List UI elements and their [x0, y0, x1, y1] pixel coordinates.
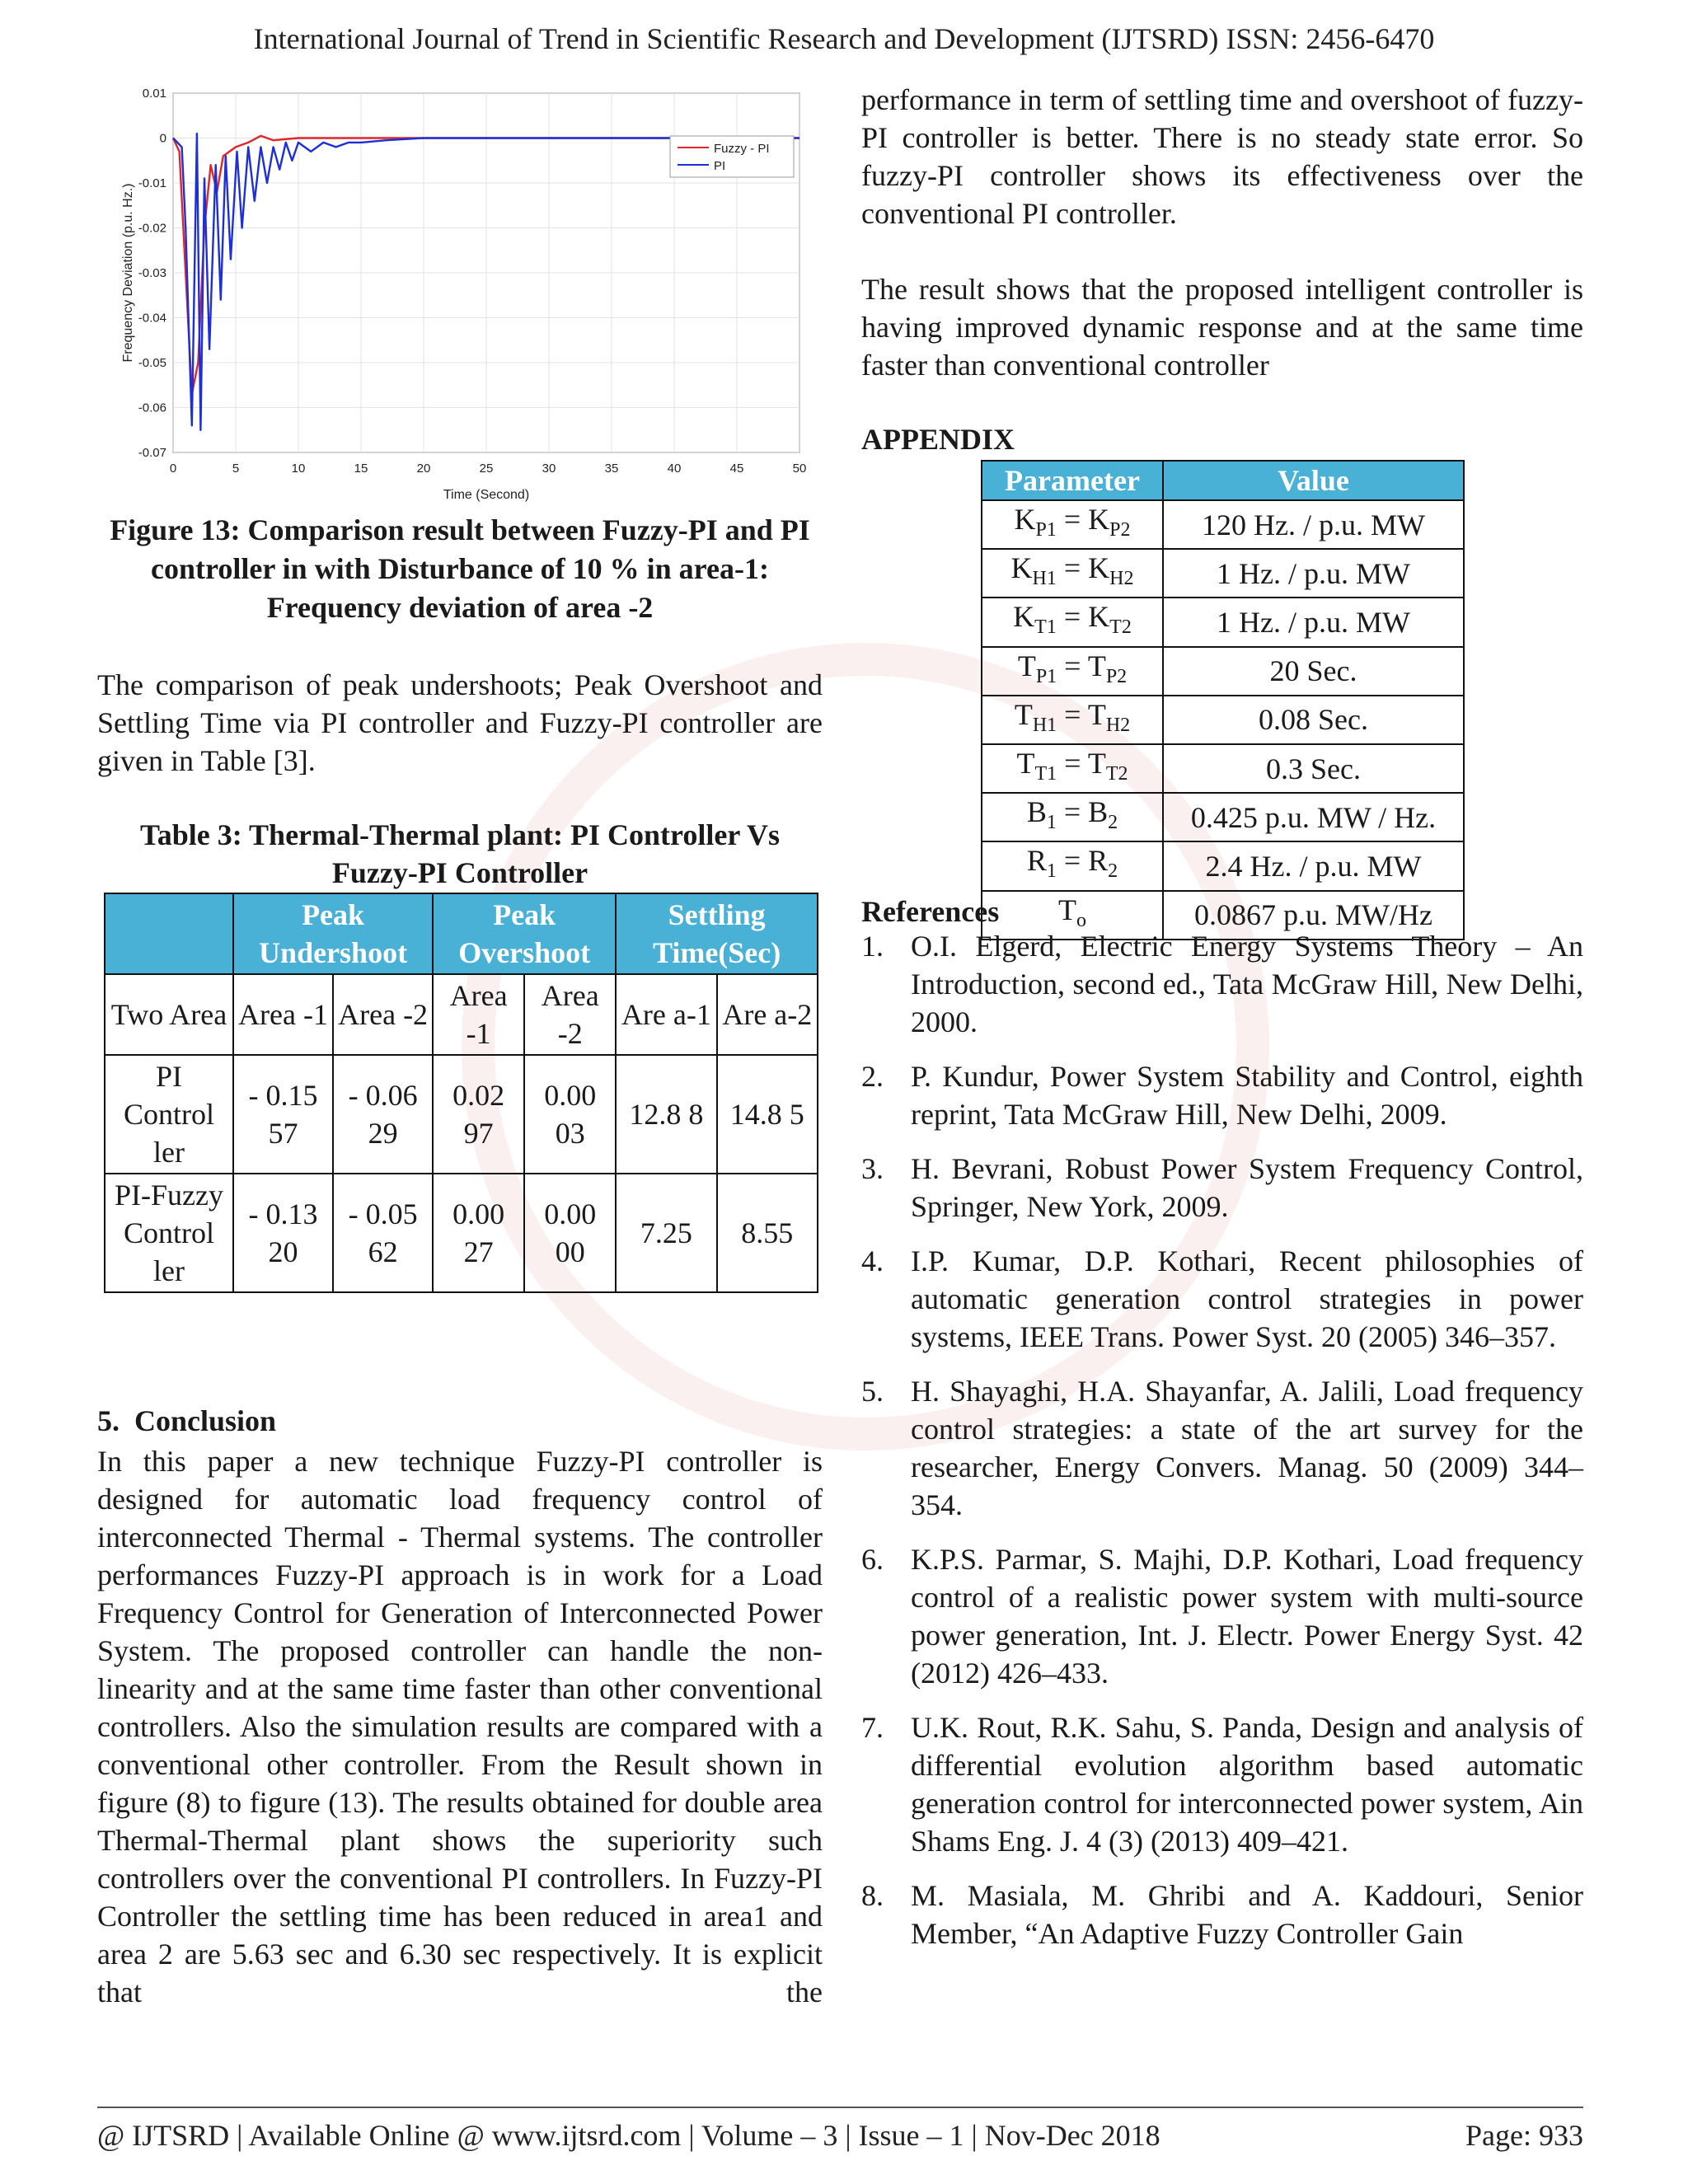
equals-sign: =: [1056, 844, 1089, 878]
table3-header-row: [105, 893, 818, 974]
footer-left: @ IJTSRD | Available Online @ www.ijtsrd.com | Volume – 3 | Issue – 1 | Nov-Dec 2018: [97, 2119, 1160, 2152]
right-paragraph-2: The result shows that the proposed intelligent controller is having improved dynamic response and at the same time faster than conventional controller: [861, 273, 1583, 382]
appendix-row: [982, 841, 1464, 890]
param-symbol: K: [1014, 503, 1036, 536]
appendix-parameter: [982, 793, 1163, 841]
appendix-row: [982, 598, 1464, 646]
table3-cell: PI Control ler: [105, 1055, 233, 1174]
x-tick-label: 15: [354, 462, 368, 476]
table3-subheader-row: [105, 974, 818, 1055]
reference-text: O.I. Elgerd, Electric Energy Systems Theory – An Introduction, second ed., Tata McGraw Hill, New Delhi, 2000.: [911, 930, 1583, 1038]
reference-text: P. Kundur, Power System Stability and Control, eighth reprint, Tata McGraw Hill, New Delhi, 2009.: [911, 1060, 1583, 1131]
param-subscript: T2: [1109, 616, 1132, 639]
appendix-value: 2.4 Hz. / p.u. MW: [1163, 841, 1464, 890]
x-tick-label: 10: [291, 462, 306, 476]
equals-sign: =: [1057, 649, 1088, 682]
equals-sign: =: [1056, 503, 1089, 536]
equals-sign: =: [1057, 746, 1088, 780]
reference-item: [861, 1372, 1583, 1524]
appendix-header-value: Value: [1163, 461, 1464, 500]
y-tick-label: -0.02: [138, 221, 166, 236]
table3-header-settling: Settling Time(Sec): [616, 893, 818, 974]
appendix-header-parameter: Parameter: [982, 461, 1163, 500]
reference-text: I.P. Kumar, D.P. Kothari, Recent philosophies of automatic generation control strategies in power systems, IEEE Trans. Power Syst. 20 (2005) 346–357.: [911, 1244, 1583, 1353]
param-symbol: T: [1087, 746, 1106, 780]
reference-item: [861, 927, 1583, 1041]
reference-text: K.P.S. Parmar, S. Majhi, D.P. Kothari, Load frequency control of a realistic power system with multi-source power generation, Int. J. Electr. Power Energy Syst. 42 (2012) 426–433.: [911, 1543, 1583, 1690]
appendix-row: [982, 500, 1464, 549]
param-symbol: B: [1088, 795, 1109, 829]
appendix-row: [982, 744, 1464, 793]
chart-ylabel: Frequency Deviation (p.u. Hz.): [121, 183, 135, 363]
appendix-row: [982, 696, 1464, 744]
table3-cell: PI-Fuzzy Control ler: [105, 1174, 233, 1292]
reference-number: 8.: [861, 1879, 884, 1912]
table-3: [104, 893, 818, 1293]
appendix-value: 20 Sec.: [1163, 647, 1464, 696]
appendix-parameter: [982, 744, 1163, 793]
table3-cell: - 0.05 62: [333, 1174, 433, 1292]
table3-cell: - 0.13 20: [233, 1174, 333, 1292]
table3-cell: Area -1: [433, 974, 524, 1055]
reference-number: 2.: [861, 1060, 884, 1093]
param-subscript: T1: [1034, 616, 1057, 639]
reference-number: 4.: [861, 1244, 884, 1277]
param-symbol: T: [1014, 697, 1033, 731]
appendix-row: [982, 549, 1464, 598]
references-list: [861, 927, 1583, 1969]
table3-cell: Area -2: [333, 974, 433, 1055]
appendix-value: 1 Hz. / p.u. MW: [1163, 598, 1464, 646]
appendix-parameter: [982, 647, 1163, 696]
figure-13: [107, 78, 816, 507]
frequency-deviation-chart: [107, 78, 816, 507]
y-tick-label: 0: [159, 131, 166, 146]
appendix-header-row: [982, 461, 1464, 500]
x-tick-label: 35: [604, 462, 619, 476]
table3-header-overshoot: Peak Overshoot: [433, 893, 616, 974]
reference-text: U.K. Rout, R.K. Sahu, S. Panda, Design and analysis of differential evolution algorithm based automatic generation control for interconnected power system, Ain Shams Eng. J. 4 (3) (2013) 409–421.: [911, 1711, 1583, 1858]
table3-row-pi: [105, 1055, 818, 1174]
reference-item: [861, 1242, 1583, 1356]
y-tick-label: -0.01: [138, 176, 166, 190]
reference-item: [861, 1877, 1583, 1952]
right-paragraph-1: performance in term of settling time and overshoot of fuzzy-PI controller is better. There is no steady state error. So fuzzy-PI controller shows its effectiveness over the conventional PI controller.: [861, 83, 1583, 230]
param-subscript: 2: [1108, 812, 1118, 834]
reference-number: 7.: [861, 1711, 884, 1744]
y-tick-label: -0.04: [138, 311, 166, 326]
appendix-row: [982, 793, 1464, 841]
param-subscript: P1: [1035, 665, 1057, 687]
conclusion-paragraph: In this paper a new technique Fuzzy-PI controller is designed for automatic load frequency control of interconnected Thermal - Thermal systems. The controller performances Fuzzy-PI approach is in work for a Load Frequency Control for Generation of Interconnected Power System. The proposed controller can handle the non-linearity and at the same time faster than other conventional controllers. Also the simulation results are compared with a conventional other controller. From the Result shown in figure (8) to figure (13). The results obtained for double area Thermal-Thermal plant shows the superiority such controllers over the conventional PI controllers. In Fuzzy-PI Controller the settling time has been reduced in area1 and area 2 are 5.63 sec and 6.30 sec respectively. It is explicit that the: [97, 1445, 823, 2008]
appendix-table: [981, 460, 1465, 940]
x-tick-label: 30: [542, 462, 556, 476]
table3-cell: Are a-1: [616, 974, 716, 1055]
param-symbol: T: [1087, 697, 1106, 731]
reference-text: H. Bevrani, Robust Power System Frequency Control, Springer, New York, 2009.: [911, 1152, 1583, 1223]
appendix-parameter: [982, 500, 1163, 549]
appendix-value: 1 Hz. / p.u. MW: [1163, 549, 1464, 598]
appendix-parameter: [982, 549, 1163, 598]
table3-cell: 7.25: [616, 1174, 716, 1292]
param-symbol: K: [1088, 600, 1110, 634]
reference-text: H. Shayaghi, H.A. Shayanfar, A. Jalili, Load frequency control strategies: a state of the art survey for the researcher, Energy Convers. Manag. 50 (2009) 344–354.: [911, 1375, 1583, 1521]
param-symbol: T: [1016, 746, 1035, 780]
appendix-value: 0.08 Sec.: [1163, 696, 1464, 744]
reference-text: M. Masiala, M. Ghribi and A. Kaddouri, Senior Member, “An Adaptive Fuzzy Controller Gain: [911, 1879, 1583, 1950]
table3-blank-header: [105, 893, 233, 974]
y-tick-label: -0.05: [138, 356, 166, 370]
x-tick-label: 45: [729, 462, 744, 476]
param-subscript: H1: [1032, 714, 1057, 736]
table3-cell: Area -2: [524, 974, 616, 1055]
legend-label-pi: PI: [714, 159, 726, 173]
param-subscript: P2: [1109, 519, 1131, 541]
conclusion-heading: 5. Conclusion: [97, 1404, 277, 1437]
table3-cell: Two Area: [105, 974, 233, 1055]
x-tick-label: 20: [416, 462, 431, 476]
param-symbol: B: [1026, 795, 1047, 829]
param-symbol: K: [1088, 551, 1110, 585]
param-symbol: K: [1013, 600, 1035, 634]
param-symbol: K: [1010, 551, 1033, 585]
reference-item: [861, 1540, 1583, 1692]
table3-cell: 0.00 27: [433, 1174, 524, 1292]
param-subscript: T2: [1105, 763, 1128, 785]
param-subscript: 2: [1108, 860, 1118, 883]
param-subscript: 1: [1046, 812, 1057, 834]
x-tick-label: 25: [479, 462, 494, 476]
equals-sign: =: [1056, 795, 1089, 829]
table3-cell: Are a-2: [717, 974, 818, 1055]
appendix-heading: APPENDIX: [861, 423, 1015, 456]
appendix-row: [982, 647, 1464, 696]
param-symbol: T: [1017, 649, 1036, 682]
param-subscript: H2: [1109, 568, 1134, 590]
appendix-value: 0.0867 p.u. MW/Hz: [1163, 891, 1464, 940]
param-subscript: 1: [1046, 860, 1057, 883]
figure-caption: Figure 13: Comparison result between Fuzzy-PI and PI controller in with Disturbance of 10 % in area-1: Frequency deviation of area -2: [110, 513, 810, 624]
table3-cell: Area -1: [233, 974, 333, 1055]
reference-item: [861, 1150, 1583, 1226]
y-tick-label: -0.03: [138, 266, 166, 280]
appendix-value: 0.425 p.u. MW / Hz.: [1163, 793, 1464, 841]
reference-number: 1.: [861, 930, 884, 963]
param-subscript: H2: [1105, 714, 1131, 736]
appendix-parameter: [982, 841, 1163, 890]
table3-cell: 0.00 03: [524, 1055, 616, 1174]
journal-header: International Journal of Trend in Scientific Research and Development (IJTSRD) ISSN: 2456-6470: [253, 22, 1435, 55]
table3-cell: 8.55: [717, 1174, 818, 1292]
table3-title: Table 3: Thermal-Thermal plant: PI Controller Vs Fuzzy-PI Controller: [139, 818, 781, 889]
table3-cell: 0.02 97: [433, 1055, 524, 1174]
x-tick-label: 0: [169, 462, 177, 476]
reference-number: 3.: [861, 1152, 884, 1185]
param-symbol: R: [1026, 844, 1047, 878]
param-subscript: H1: [1032, 568, 1057, 590]
y-tick-label: -0.06: [138, 401, 166, 415]
table3-cell: 14.8 5: [717, 1055, 818, 1174]
x-tick-label: 40: [667, 462, 682, 476]
reference-number: 5.: [861, 1375, 884, 1408]
table3-cell: 0.00 00: [524, 1174, 616, 1292]
table3-cell: - 0.15 57: [233, 1055, 333, 1174]
table3-row-pi-fuzzy: [105, 1174, 818, 1292]
chart-legend: [670, 136, 794, 177]
equals-sign: =: [1057, 697, 1088, 731]
appendix-parameter: [982, 598, 1163, 646]
y-tick-label: -0.07: [138, 446, 166, 460]
footer-page: Page: 933: [1465, 2119, 1583, 2152]
table3-cell: - 0.06 29: [333, 1055, 433, 1174]
appendix-parameter: [982, 696, 1163, 744]
references-heading: References: [861, 895, 1000, 928]
equals-sign: =: [1056, 600, 1089, 634]
param-subscript: o: [1076, 909, 1086, 931]
appendix-value: 120 Hz. / p.u. MW: [1163, 500, 1464, 549]
x-tick-label: 5: [232, 462, 240, 476]
table3-cell: 12.8 8: [616, 1055, 716, 1174]
footer-divider: [97, 2107, 1583, 2108]
param-symbol: T: [1087, 649, 1106, 682]
reference-item: [861, 1057, 1583, 1133]
param-subscript: T1: [1034, 763, 1057, 785]
param-subscript: P2: [1105, 665, 1128, 687]
param-symbol: K: [1088, 503, 1110, 536]
param-symbol: T: [1058, 893, 1076, 926]
param-symbol: R: [1088, 844, 1109, 878]
table-intro-paragraph: The comparison of peak undershoots; Peak Overshoot and Settling Time via PI controller and Fuzzy-PI controller are given in Table [3].: [97, 668, 823, 777]
table3-header-undershoot: Peak Undershoot: [233, 893, 433, 974]
param-subscript: P1: [1035, 519, 1057, 541]
reference-number: 6.: [861, 1543, 884, 1576]
equals-sign: =: [1056, 551, 1089, 585]
x-tick-label: 50: [792, 462, 807, 476]
chart-xlabel: Time (Second): [443, 488, 530, 502]
appendix-value: 0.3 Sec.: [1163, 744, 1464, 793]
reference-item: [861, 1708, 1583, 1860]
legend-label-fuzzy-pi: Fuzzy - PI: [714, 142, 770, 156]
y-tick-label: 0.01: [142, 87, 166, 101]
